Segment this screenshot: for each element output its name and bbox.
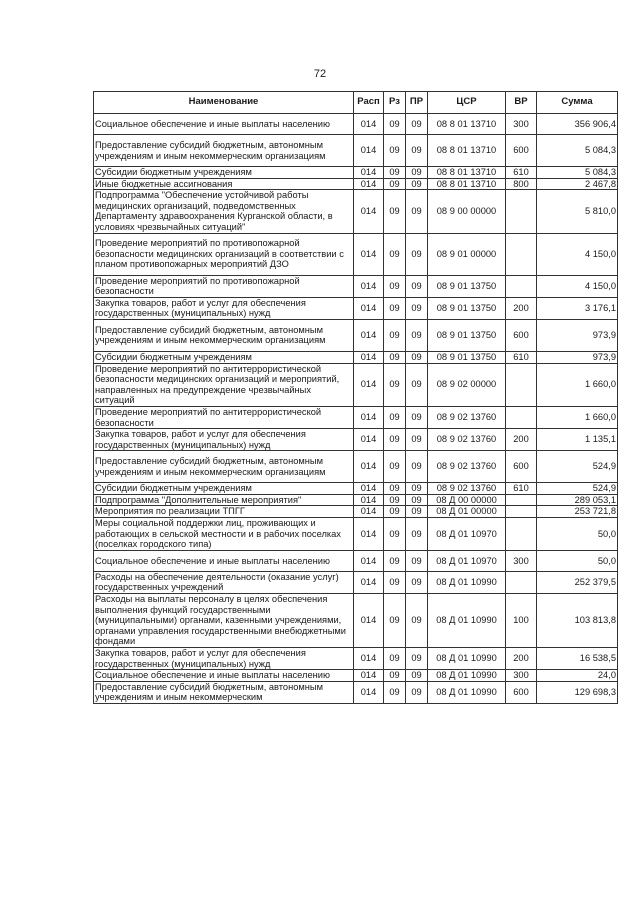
row-pr: 09 [406, 406, 428, 428]
table-header-row [94, 92, 618, 114]
row-name: Предоставление субсидий бюджетным, автономным учреждениям и иным некоммерческим организациям [94, 451, 354, 483]
row-csr: 08 Д 01 10970 [428, 518, 506, 551]
row-rz: 09 [384, 681, 406, 703]
row-rz: 09 [384, 351, 406, 363]
row-rz: 09 [384, 233, 406, 275]
row-vr [506, 406, 537, 428]
row-name: Расходы на обеспечение деятельности (оказание услуг) государственных учреждений [94, 571, 354, 593]
table-row [94, 297, 618, 319]
row-vr: 610 [506, 167, 537, 179]
row-csr: 08 9 02 13760 [428, 451, 506, 483]
row-rasp: 014 [354, 406, 384, 428]
row-csr: 08 9 01 13750 [428, 319, 506, 351]
row-vr [506, 233, 537, 275]
row-rz: 09 [384, 406, 406, 428]
table-row [94, 363, 618, 406]
table-row [94, 571, 618, 593]
row-rasp: 014 [354, 506, 384, 518]
row-name: Субсидии бюджетным учреждениям [94, 167, 354, 179]
row-sum: 50,0 [537, 550, 618, 571]
table-row [94, 275, 618, 297]
row-name: Субсидии бюджетным учреждениям [94, 351, 354, 363]
row-rasp: 014 [354, 190, 384, 233]
row-pr: 09 [406, 178, 428, 190]
table-row [94, 429, 618, 451]
row-rz: 09 [384, 550, 406, 571]
row-sum: 24,0 [537, 670, 618, 682]
row-sum: 973,9 [537, 351, 618, 363]
row-rz: 09 [384, 429, 406, 451]
row-rz: 09 [384, 363, 406, 406]
row-name: Закупка товаров, работ и услуг для обеспечения государственных (муниципальных) нужд [94, 429, 354, 451]
row-pr: 09 [406, 275, 428, 297]
table-row [94, 167, 618, 179]
row-csr: 08 9 01 00000 [428, 233, 506, 275]
row-csr: 08 9 02 00000 [428, 363, 506, 406]
row-rz: 09 [384, 178, 406, 190]
table-row [94, 594, 618, 648]
row-rz: 09 [384, 319, 406, 351]
row-sum: 289 053,1 [537, 494, 618, 506]
row-csr: 08 Д 01 10990 [428, 594, 506, 648]
row-csr: 08 8 01 13710 [428, 114, 506, 135]
row-pr: 09 [406, 167, 428, 179]
row-rasp: 014 [354, 594, 384, 648]
row-sum: 1 660,0 [537, 406, 618, 428]
row-vr: 600 [506, 681, 537, 703]
row-rasp: 014 [354, 648, 384, 670]
row-vr: 610 [506, 351, 537, 363]
row-rasp: 014 [354, 297, 384, 319]
row-rasp: 014 [354, 571, 384, 593]
row-pr: 09 [406, 494, 428, 506]
header-name: Наименование [94, 92, 354, 114]
table-row [94, 178, 618, 190]
row-csr: 08 9 02 13760 [428, 406, 506, 428]
row-name: Социальное обеспечение и иные выплаты населению [94, 550, 354, 571]
row-pr: 09 [406, 681, 428, 703]
table-row [94, 670, 618, 682]
row-rz: 09 [384, 297, 406, 319]
row-vr: 300 [506, 670, 537, 682]
row-pr: 09 [406, 319, 428, 351]
row-name: Предоставление субсидий бюджетным, автономным учреждениям и иным некоммерческим [94, 681, 354, 703]
row-vr: 300 [506, 114, 537, 135]
table-row [94, 135, 618, 167]
row-name: Закупка товаров, работ и услуг для обеспечения государственных (муниципальных) нужд [94, 297, 354, 319]
row-vr: 200 [506, 297, 537, 319]
row-csr: 08 Д 01 10970 [428, 550, 506, 571]
row-rasp: 014 [354, 351, 384, 363]
row-vr: 100 [506, 594, 537, 648]
header-rasp: Расп [354, 92, 384, 114]
row-rasp: 014 [354, 429, 384, 451]
row-rz: 09 [384, 594, 406, 648]
row-vr [506, 190, 537, 233]
row-pr: 09 [406, 297, 428, 319]
row-rasp: 014 [354, 275, 384, 297]
row-sum: 973,9 [537, 319, 618, 351]
table-row [94, 114, 618, 135]
row-pr: 09 [406, 571, 428, 593]
row-rz: 09 [384, 275, 406, 297]
row-sum: 5 810,0 [537, 190, 618, 233]
row-vr: 600 [506, 135, 537, 167]
row-vr: 800 [506, 178, 537, 190]
row-rz: 09 [384, 648, 406, 670]
header-vr: ВР [506, 92, 537, 114]
table-row [94, 550, 618, 571]
table-row [94, 648, 618, 670]
row-sum: 5 084,3 [537, 167, 618, 179]
row-csr: 08 8 01 13710 [428, 135, 506, 167]
header-rz: Рз [384, 92, 406, 114]
row-pr: 09 [406, 451, 428, 483]
row-vr [506, 506, 537, 518]
row-pr: 09 [406, 114, 428, 135]
row-name: Предоставление субсидий бюджетным, автономным учреждениям и иным некоммерческим организациям [94, 319, 354, 351]
row-rasp: 014 [354, 483, 384, 495]
row-sum: 4 150,0 [537, 233, 618, 275]
table-row [94, 681, 618, 703]
row-csr: 08 9 01 13750 [428, 351, 506, 363]
row-rasp: 014 [354, 670, 384, 682]
row-vr [506, 518, 537, 551]
row-csr: 08 9 02 13760 [428, 429, 506, 451]
row-vr [506, 571, 537, 593]
row-name: Социальное обеспечение и иные выплаты населению [94, 670, 354, 682]
row-name: Подпрограмма "Обеспечение устойчивой работы медицинских организаций, подведомственных Департаменту здравоохранения Курганской области, в условиях чрезвычайных ситуаций" [94, 190, 354, 233]
row-csr: 08 8 01 13710 [428, 178, 506, 190]
row-sum: 524,9 [537, 451, 618, 483]
row-sum: 2 467,8 [537, 178, 618, 190]
row-vr: 300 [506, 550, 537, 571]
row-csr: 08 9 01 13750 [428, 275, 506, 297]
row-vr: 600 [506, 319, 537, 351]
row-rasp: 014 [354, 451, 384, 483]
row-vr: 600 [506, 451, 537, 483]
row-rz: 09 [384, 670, 406, 682]
row-name: Проведение мероприятий по антитеррористической безопасности [94, 406, 354, 428]
row-rasp: 014 [354, 135, 384, 167]
row-csr: 08 Д 00 00000 [428, 494, 506, 506]
row-rasp: 014 [354, 167, 384, 179]
row-pr: 09 [406, 518, 428, 551]
row-csr: 08 9 01 13750 [428, 297, 506, 319]
row-vr [506, 494, 537, 506]
row-csr: 08 8 01 13710 [428, 167, 506, 179]
table-row [94, 451, 618, 483]
row-vr: 610 [506, 483, 537, 495]
header-sum: Сумма [537, 92, 618, 114]
row-pr: 09 [406, 233, 428, 275]
budget-table [93, 91, 618, 704]
row-name: Проведение мероприятий по противопожарной безопасности медицинских организаций в соответствии с планом противопожарных мероприятий ДЗО [94, 233, 354, 275]
row-rasp: 014 [354, 178, 384, 190]
row-rz: 09 [384, 167, 406, 179]
row-rasp: 014 [354, 319, 384, 351]
row-rasp: 014 [354, 233, 384, 275]
row-pr: 09 [406, 429, 428, 451]
row-pr: 09 [406, 351, 428, 363]
row-rz: 09 [384, 518, 406, 551]
row-rz: 09 [384, 483, 406, 495]
row-name: Предоставление субсидий бюджетным, автономным учреждениям и иным некоммерческим организациям [94, 135, 354, 167]
row-sum: 3 176,1 [537, 297, 618, 319]
row-csr: 08 9 00 00000 [428, 190, 506, 233]
row-pr: 09 [406, 363, 428, 406]
row-vr: 200 [506, 429, 537, 451]
row-vr: 200 [506, 648, 537, 670]
row-rz: 09 [384, 135, 406, 167]
row-sum: 16 538,5 [537, 648, 618, 670]
row-vr [506, 363, 537, 406]
row-rz: 09 [384, 571, 406, 593]
row-name: Иные бюджетные ассигнования [94, 178, 354, 190]
header-pr: ПР [406, 92, 428, 114]
row-rasp: 014 [354, 550, 384, 571]
row-rasp: 014 [354, 681, 384, 703]
table-row [94, 319, 618, 351]
row-name: Расходы на выплаты персоналу в целях обеспечения выполнения функций государственными (муниципальными) органами, казенными учреждениями, органами управления государственными внебюджетными фондами [94, 594, 354, 648]
row-csr: 08 Д 01 10990 [428, 571, 506, 593]
row-sum: 524,9 [537, 483, 618, 495]
row-sum: 129 698,3 [537, 681, 618, 703]
row-sum: 50,0 [537, 518, 618, 551]
row-sum: 1 135,1 [537, 429, 618, 451]
row-pr: 09 [406, 648, 428, 670]
row-name: Меры социальной поддержки лиц, проживающих и работающих в сельской местности и в рабочих поселках (поселках городского типа) [94, 518, 354, 551]
row-name: Субсидии бюджетным учреждениям [94, 483, 354, 495]
row-csr: 08 Д 01 10990 [428, 670, 506, 682]
row-pr: 09 [406, 594, 428, 648]
row-pr: 09 [406, 506, 428, 518]
row-name: Социальное обеспечение и иные выплаты населению [94, 114, 354, 135]
row-name: Проведение мероприятий по антитеррористической безопасности медицинских организаций и мероприятий, направленных на предупреждение чрезвычайных ситуаций [94, 363, 354, 406]
row-vr [506, 275, 537, 297]
row-name: Мероприятия по реализации ТПГГ [94, 506, 354, 518]
row-csr: 08 Д 01 00000 [428, 506, 506, 518]
row-rz: 09 [384, 451, 406, 483]
row-rasp: 014 [354, 363, 384, 406]
row-rz: 09 [384, 114, 406, 135]
row-sum: 252 379,5 [537, 571, 618, 593]
row-name: Подпрограмма "Дополнительные мероприятия" [94, 494, 354, 506]
row-pr: 09 [406, 190, 428, 233]
row-pr: 09 [406, 670, 428, 682]
row-rz: 09 [384, 190, 406, 233]
table-row [94, 233, 618, 275]
row-csr: 08 9 02 13760 [428, 483, 506, 495]
row-rz: 09 [384, 506, 406, 518]
row-rasp: 014 [354, 114, 384, 135]
row-sum: 253 721,8 [537, 506, 618, 518]
table-row [94, 518, 618, 551]
table-row [94, 494, 618, 506]
row-name: Закупка товаров, работ и услуг для обеспечения государственных (муниципальных) нужд [94, 648, 354, 670]
row-sum: 1 660,0 [537, 363, 618, 406]
table-row [94, 406, 618, 428]
row-sum: 4 150,0 [537, 275, 618, 297]
header-csr: ЦСР [428, 92, 506, 114]
row-rasp: 014 [354, 494, 384, 506]
row-csr: 08 Д 01 10990 [428, 648, 506, 670]
row-name: Проведение мероприятий по противопожарной безопасности [94, 275, 354, 297]
row-pr: 09 [406, 483, 428, 495]
table-row [94, 506, 618, 518]
row-sum: 103 813,8 [537, 594, 618, 648]
row-rasp: 014 [354, 518, 384, 551]
table-row [94, 351, 618, 363]
row-pr: 09 [406, 135, 428, 167]
page-number: 72 [313, 68, 327, 80]
table-row [94, 190, 618, 233]
row-sum: 5 084,3 [537, 135, 618, 167]
row-pr: 09 [406, 550, 428, 571]
row-rz: 09 [384, 494, 406, 506]
row-csr: 08 Д 01 10990 [428, 681, 506, 703]
table-row [94, 483, 618, 495]
row-sum: 356 906,4 [537, 114, 618, 135]
